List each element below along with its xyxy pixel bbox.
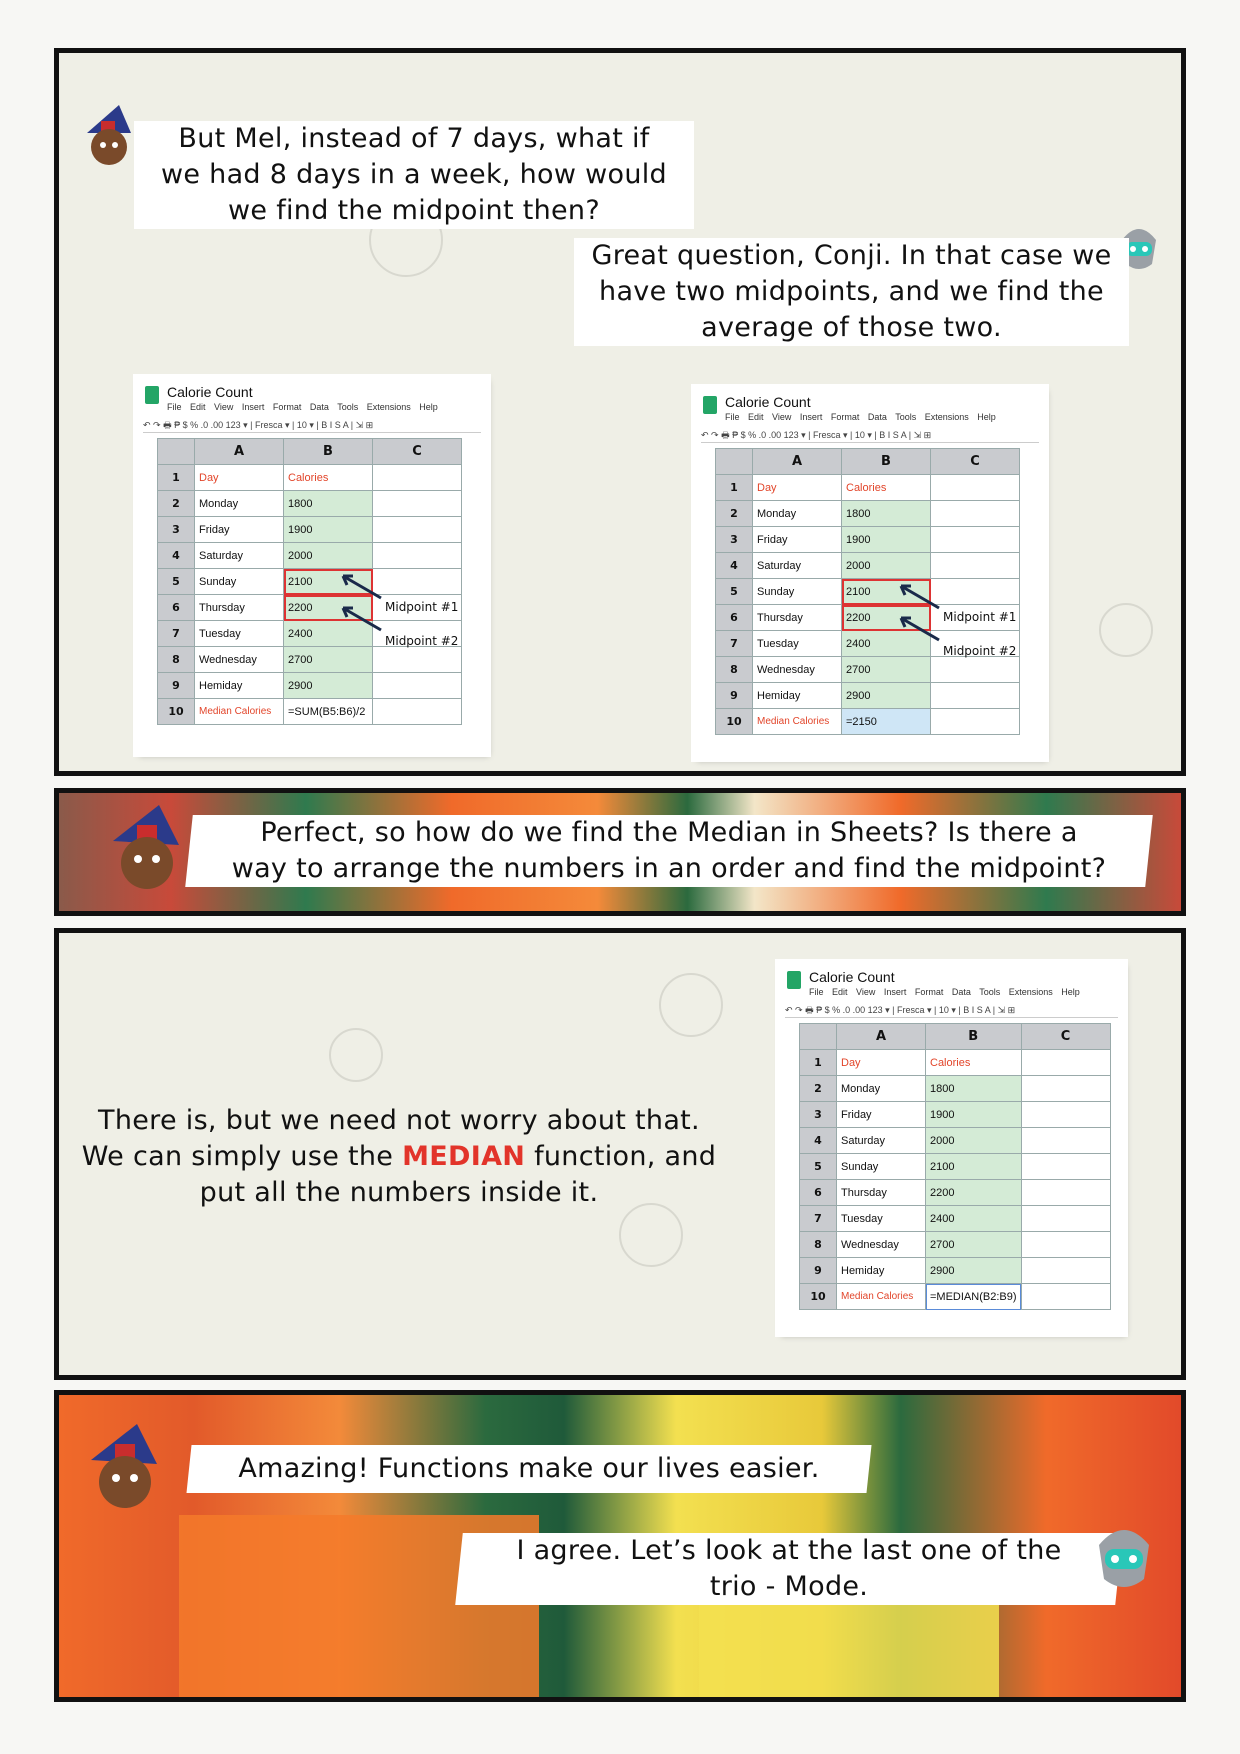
- cell: Monday: [195, 491, 284, 517]
- decor-circle: [1099, 603, 1153, 657]
- sheet-grid: [157, 438, 462, 725]
- cell: Median Calories: [837, 1284, 926, 1310]
- cell: 1800: [284, 491, 373, 517]
- comic-panel-3: [54, 928, 1186, 1380]
- cell: Monday: [837, 1076, 926, 1102]
- speech-line: But Mel, instead of 7 days, what if: [178, 123, 650, 154]
- midpoint-2-label: Midpoint #2: [385, 634, 459, 648]
- cell-highlighted: 2100: [842, 579, 931, 605]
- sheets-logo-icon: [787, 971, 801, 989]
- cell: 1900: [842, 527, 931, 553]
- speech-line: Great question, Conji. In that case we: [591, 240, 1112, 271]
- cell: [1021, 1180, 1110, 1206]
- row-header: 10: [158, 699, 195, 725]
- comic-panel-2: [54, 788, 1186, 916]
- speech-line: way to arrange the numbers in an order and find the midpoint?: [231, 853, 1107, 884]
- sheet-toolbar: ↶ ↷ 🖶 ₱ $ % .0 .00 123 ▾ | Fresca ▾ | 10 ▾ | B I S A | ⇲ ⊞: [143, 418, 481, 433]
- row-header: 7: [158, 621, 195, 647]
- cell: Calories: [926, 1050, 1022, 1076]
- column-header: A: [753, 449, 842, 475]
- speech-fragment: function, and: [525, 1141, 717, 1172]
- speech-line: have two midpoints, and we find the: [599, 276, 1104, 307]
- cell: 2200: [926, 1180, 1022, 1206]
- conji-character-icon: [79, 103, 139, 173]
- cell: Median Calories: [753, 709, 842, 735]
- row-header: 10: [800, 1284, 837, 1310]
- cell: [931, 501, 1020, 527]
- row-header: 5: [716, 579, 753, 605]
- cell: 2900: [842, 683, 931, 709]
- cell: [931, 709, 1020, 735]
- cell: Wednesday: [837, 1232, 926, 1258]
- cell: Calories: [842, 475, 931, 501]
- cell: Saturday: [753, 553, 842, 579]
- sheet-toolbar: ↶ ↷ 🖶 ₱ $ % .0 .00 123 ▾ | Fresca ▾ | 10 ▾ | B I S A | ⇲ ⊞: [785, 1003, 1118, 1018]
- cell: 1900: [284, 517, 373, 543]
- cell: Day: [837, 1050, 926, 1076]
- formula-cell: =MEDIAN(B2:B9): [926, 1284, 1022, 1310]
- column-header: A: [837, 1024, 926, 1050]
- cell: Monday: [753, 501, 842, 527]
- row-header: 4: [716, 553, 753, 579]
- cell: Calories: [284, 465, 373, 491]
- sheet-menu-bar: File Edit View Insert Format Data Tools Extensions Help: [167, 402, 438, 412]
- cell: [931, 527, 1020, 553]
- row-header: 5: [158, 569, 195, 595]
- row-header: 4: [800, 1128, 837, 1154]
- mel-speech-bubble: [574, 238, 1129, 346]
- cell-highlighted: 2200: [284, 595, 373, 621]
- conji-character-icon: [107, 801, 187, 901]
- cell: [1021, 1076, 1110, 1102]
- row-header: 3: [158, 517, 195, 543]
- row-header: 9: [800, 1258, 837, 1284]
- cell: 2100: [926, 1154, 1022, 1180]
- row-header: 1: [158, 465, 195, 491]
- cell: 2400: [926, 1206, 1022, 1232]
- cell: Tuesday: [837, 1206, 926, 1232]
- sheets-logo-icon: [703, 396, 717, 414]
- cell: [373, 517, 462, 543]
- cell: 1800: [926, 1076, 1022, 1102]
- conji-character-icon: [85, 1420, 165, 1520]
- midpoint-1-label: Midpoint #1: [385, 600, 459, 614]
- column-header: C: [373, 439, 462, 465]
- cell: Sunday: [753, 579, 842, 605]
- cell: 2700: [284, 647, 373, 673]
- cell: [373, 465, 462, 491]
- conji-speech-bubble: [134, 121, 694, 229]
- arrow-icon: [337, 568, 387, 638]
- row-header: 9: [716, 683, 753, 709]
- cell: Friday: [753, 527, 842, 553]
- formula-cell: =SUM(B5:B6)/2: [284, 699, 373, 725]
- row-header: 3: [716, 527, 753, 553]
- cell: 2400: [842, 631, 931, 657]
- formula-cell: =2150: [842, 709, 931, 735]
- decor-circle: [619, 1203, 683, 1267]
- row-header: 3: [800, 1102, 837, 1128]
- row-header: 2: [158, 491, 195, 517]
- sheet-menu-bar: File Edit View Insert Format Data Tools Extensions Help: [725, 412, 996, 422]
- median-keyword: MEDIAN: [402, 1141, 526, 1172]
- cell: [1021, 1102, 1110, 1128]
- sheets-logo-icon: [145, 386, 159, 404]
- midpoint-1-label: Midpoint #1: [943, 610, 1017, 624]
- comic-panel-1: [54, 48, 1186, 776]
- cell: Hemiday: [195, 673, 284, 699]
- cell-highlighted: 2100: [284, 569, 373, 595]
- row-header: 5: [800, 1154, 837, 1180]
- cell: Thursday: [837, 1180, 926, 1206]
- speech-line: [79, 1139, 719, 1175]
- cell: 2900: [926, 1258, 1022, 1284]
- sheet-grid: [715, 448, 1020, 735]
- row-header: 2: [800, 1076, 837, 1102]
- cell: Hemiday: [753, 683, 842, 709]
- cell: Friday: [195, 517, 284, 543]
- row-header: 1: [716, 475, 753, 501]
- speech-line: we find the midpoint then?: [228, 195, 600, 226]
- row-header: 8: [800, 1232, 837, 1258]
- row-header: 10: [716, 709, 753, 735]
- cell: 2000: [842, 553, 931, 579]
- conji-speech-bubble: [186, 1445, 871, 1493]
- speech-line: Amazing! Functions make our lives easier.: [238, 1453, 820, 1484]
- spreadsheet-screenshot-2: [695, 388, 1045, 758]
- cell: Thursday: [753, 605, 842, 631]
- row-header: 8: [158, 647, 195, 673]
- cell: 2000: [284, 543, 373, 569]
- cell: Tuesday: [753, 631, 842, 657]
- cell: [373, 543, 462, 569]
- mel-speech-bubble: [455, 1533, 1123, 1605]
- cell: 2900: [284, 673, 373, 699]
- sheet-grid: [799, 1023, 1111, 1310]
- cell: Wednesday: [195, 647, 284, 673]
- cell: Day: [753, 475, 842, 501]
- cell: [373, 647, 462, 673]
- row-header: 1: [800, 1050, 837, 1076]
- cell: 2700: [842, 657, 931, 683]
- cell: [373, 673, 462, 699]
- cell: 1800: [842, 501, 931, 527]
- decor-circle: [329, 1028, 383, 1082]
- cell: Sunday: [195, 569, 284, 595]
- row-header: 6: [158, 595, 195, 621]
- speech-fragment: We can simply use the: [81, 1141, 403, 1172]
- cell: Saturday: [195, 543, 284, 569]
- column-header: B: [842, 449, 931, 475]
- column-header: B: [926, 1024, 1022, 1050]
- cell: Tuesday: [195, 621, 284, 647]
- sheet-title: Calorie Count: [725, 394, 811, 410]
- cell: Thursday: [195, 595, 284, 621]
- speech-line: I agree. Let’s look at the last one of the: [516, 1535, 1062, 1566]
- cell: [1021, 1258, 1110, 1284]
- cell: [1021, 1284, 1110, 1310]
- row-header: 7: [716, 631, 753, 657]
- conji-speech-bubble: [185, 815, 1153, 887]
- cell: [1021, 1206, 1110, 1232]
- speech-line: Perfect, so how do we find the Median in Sheets? Is there a: [260, 817, 1078, 848]
- spreadsheet-screenshot-3: [779, 963, 1124, 1333]
- row-header: 9: [158, 673, 195, 699]
- speech-line: put all the numbers inside it.: [199, 1177, 599, 1208]
- cell: Wednesday: [753, 657, 842, 683]
- cell: 2700: [926, 1232, 1022, 1258]
- row-header: 2: [716, 501, 753, 527]
- speech-line: average of those two.: [701, 312, 1002, 343]
- speech-line: we had 8 days in a week, how would: [160, 159, 667, 190]
- spreadsheet-screenshot-1: [137, 378, 487, 753]
- mel-robot-character-icon: [1089, 1515, 1159, 1600]
- cell: Hemiday: [837, 1258, 926, 1284]
- column-header: C: [931, 449, 1020, 475]
- cell: [931, 683, 1020, 709]
- row-header: 4: [158, 543, 195, 569]
- cell: Day: [195, 465, 284, 491]
- cell: [1021, 1128, 1110, 1154]
- row-header: 6: [716, 605, 753, 631]
- row-header: 6: [800, 1180, 837, 1206]
- cell: [931, 657, 1020, 683]
- cell-highlighted: 2200: [842, 605, 931, 631]
- cell: [931, 553, 1020, 579]
- row-header: 7: [800, 1206, 837, 1232]
- cell: [931, 475, 1020, 501]
- cell: Sunday: [837, 1154, 926, 1180]
- cell: [1021, 1232, 1110, 1258]
- cell: Saturday: [837, 1128, 926, 1154]
- sheet-menu-bar: File Edit View Insert Format Data Tools Extensions Help: [809, 987, 1080, 997]
- speech-line: There is, but we need not worry about that.: [98, 1105, 700, 1136]
- column-header: C: [1021, 1024, 1110, 1050]
- sheet-title: Calorie Count: [809, 969, 895, 985]
- cell: [1021, 1050, 1110, 1076]
- cell: 2000: [926, 1128, 1022, 1154]
- cell: 2400: [284, 621, 373, 647]
- cell: Friday: [837, 1102, 926, 1128]
- column-header: A: [195, 439, 284, 465]
- cell: 1900: [926, 1102, 1022, 1128]
- mel-narration-text: [79, 1103, 719, 1211]
- speech-line: trio - Mode.: [709, 1571, 869, 1602]
- cell: [373, 699, 462, 725]
- cell: [1021, 1154, 1110, 1180]
- cell: [373, 491, 462, 517]
- midpoint-2-label: Midpoint #2: [943, 644, 1017, 658]
- decor-circle: [659, 973, 723, 1037]
- row-header: 8: [716, 657, 753, 683]
- arrow-icon: [895, 578, 945, 648]
- column-header: B: [284, 439, 373, 465]
- sheet-title: Calorie Count: [167, 384, 253, 400]
- cell: Median Calories: [195, 699, 284, 725]
- comic-panel-4: [54, 1390, 1186, 1702]
- sheet-toolbar: ↶ ↷ 🖶 ₱ $ % .0 .00 123 ▾ | Fresca ▾ | 10 ▾ | B I S A | ⇲ ⊞: [701, 428, 1039, 443]
